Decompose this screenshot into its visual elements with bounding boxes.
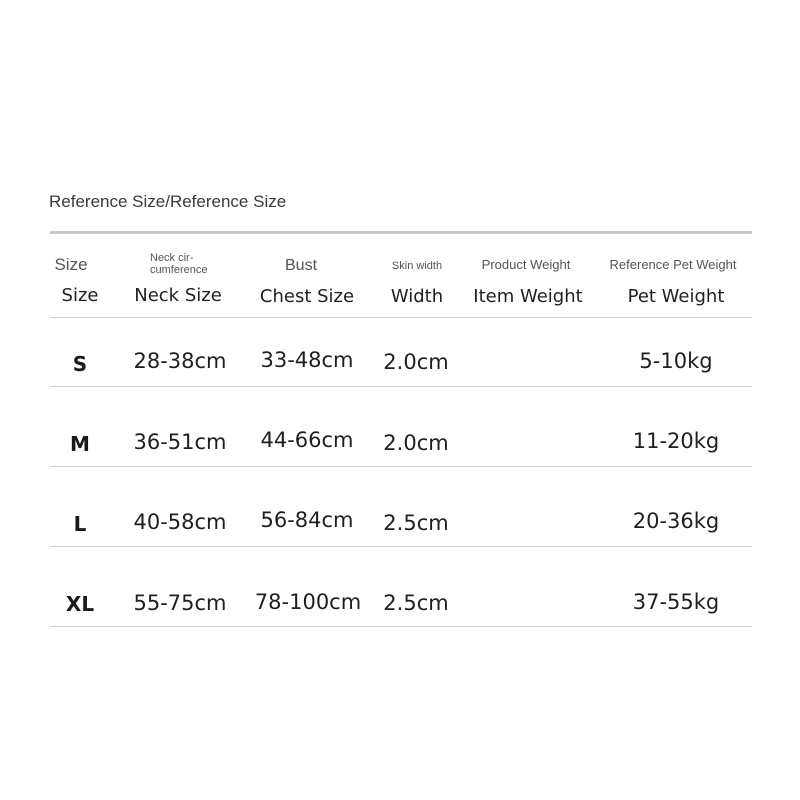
- header-size: Size: [61, 285, 99, 306]
- row-divider: [50, 546, 752, 547]
- row-size-label: XL: [65, 592, 95, 616]
- header-chest-secondary: Bust: [284, 257, 318, 274]
- pet-weight-value: 5-10kg: [639, 349, 713, 373]
- header-width-secondary: Skin width: [391, 260, 443, 272]
- header-size-secondary: Size: [54, 255, 88, 274]
- row-size-label: L: [73, 512, 87, 536]
- width-value: 2.0cm: [383, 431, 449, 455]
- row-size-label: S: [72, 352, 88, 376]
- header-item-weight-secondary: Product Weight: [481, 257, 571, 272]
- chest-size-value: 44-66cm: [260, 428, 354, 452]
- pet-weight-value: 20-36kg: [632, 509, 720, 533]
- chest-size-value: 56-84cm: [260, 508, 354, 532]
- chest-size-value: 33-48cm: [260, 348, 354, 372]
- header-pet-weight-secondary: Reference Pet Weight: [609, 257, 737, 272]
- width-value: 2.5cm: [383, 511, 449, 535]
- neck-size-value: 55-75cm: [133, 591, 227, 615]
- width-value: 2.0cm: [383, 350, 449, 374]
- neck-size-value: 28-38cm: [133, 349, 227, 373]
- header-chest: Chest Size: [259, 286, 355, 307]
- row-divider: [50, 386, 752, 387]
- row-divider: [50, 317, 752, 318]
- width-value: 2.5cm: [383, 591, 449, 615]
- header-divider: [50, 231, 752, 234]
- header-pet-weight: Pet Weight: [627, 286, 725, 307]
- row-size-label: M: [70, 432, 90, 456]
- row-divider: [50, 626, 752, 627]
- row-divider: [50, 466, 752, 467]
- neck-size-value: 40-58cm: [133, 510, 227, 534]
- chart-title: Reference Size/Reference Size: [49, 192, 287, 211]
- chest-size-value: 78-100cm: [254, 590, 362, 614]
- neck-size-value: 36-51cm: [133, 430, 227, 454]
- header-neck-secondary: Neck cir-cumference: [150, 252, 208, 276]
- header-neck: Neck Size: [134, 285, 222, 306]
- pet-weight-value: 37-55kg: [632, 590, 720, 614]
- header-item-weight: Item Weight: [473, 286, 583, 307]
- pet-weight-value: 11-20kg: [632, 429, 720, 453]
- header-width: Width: [390, 286, 444, 307]
